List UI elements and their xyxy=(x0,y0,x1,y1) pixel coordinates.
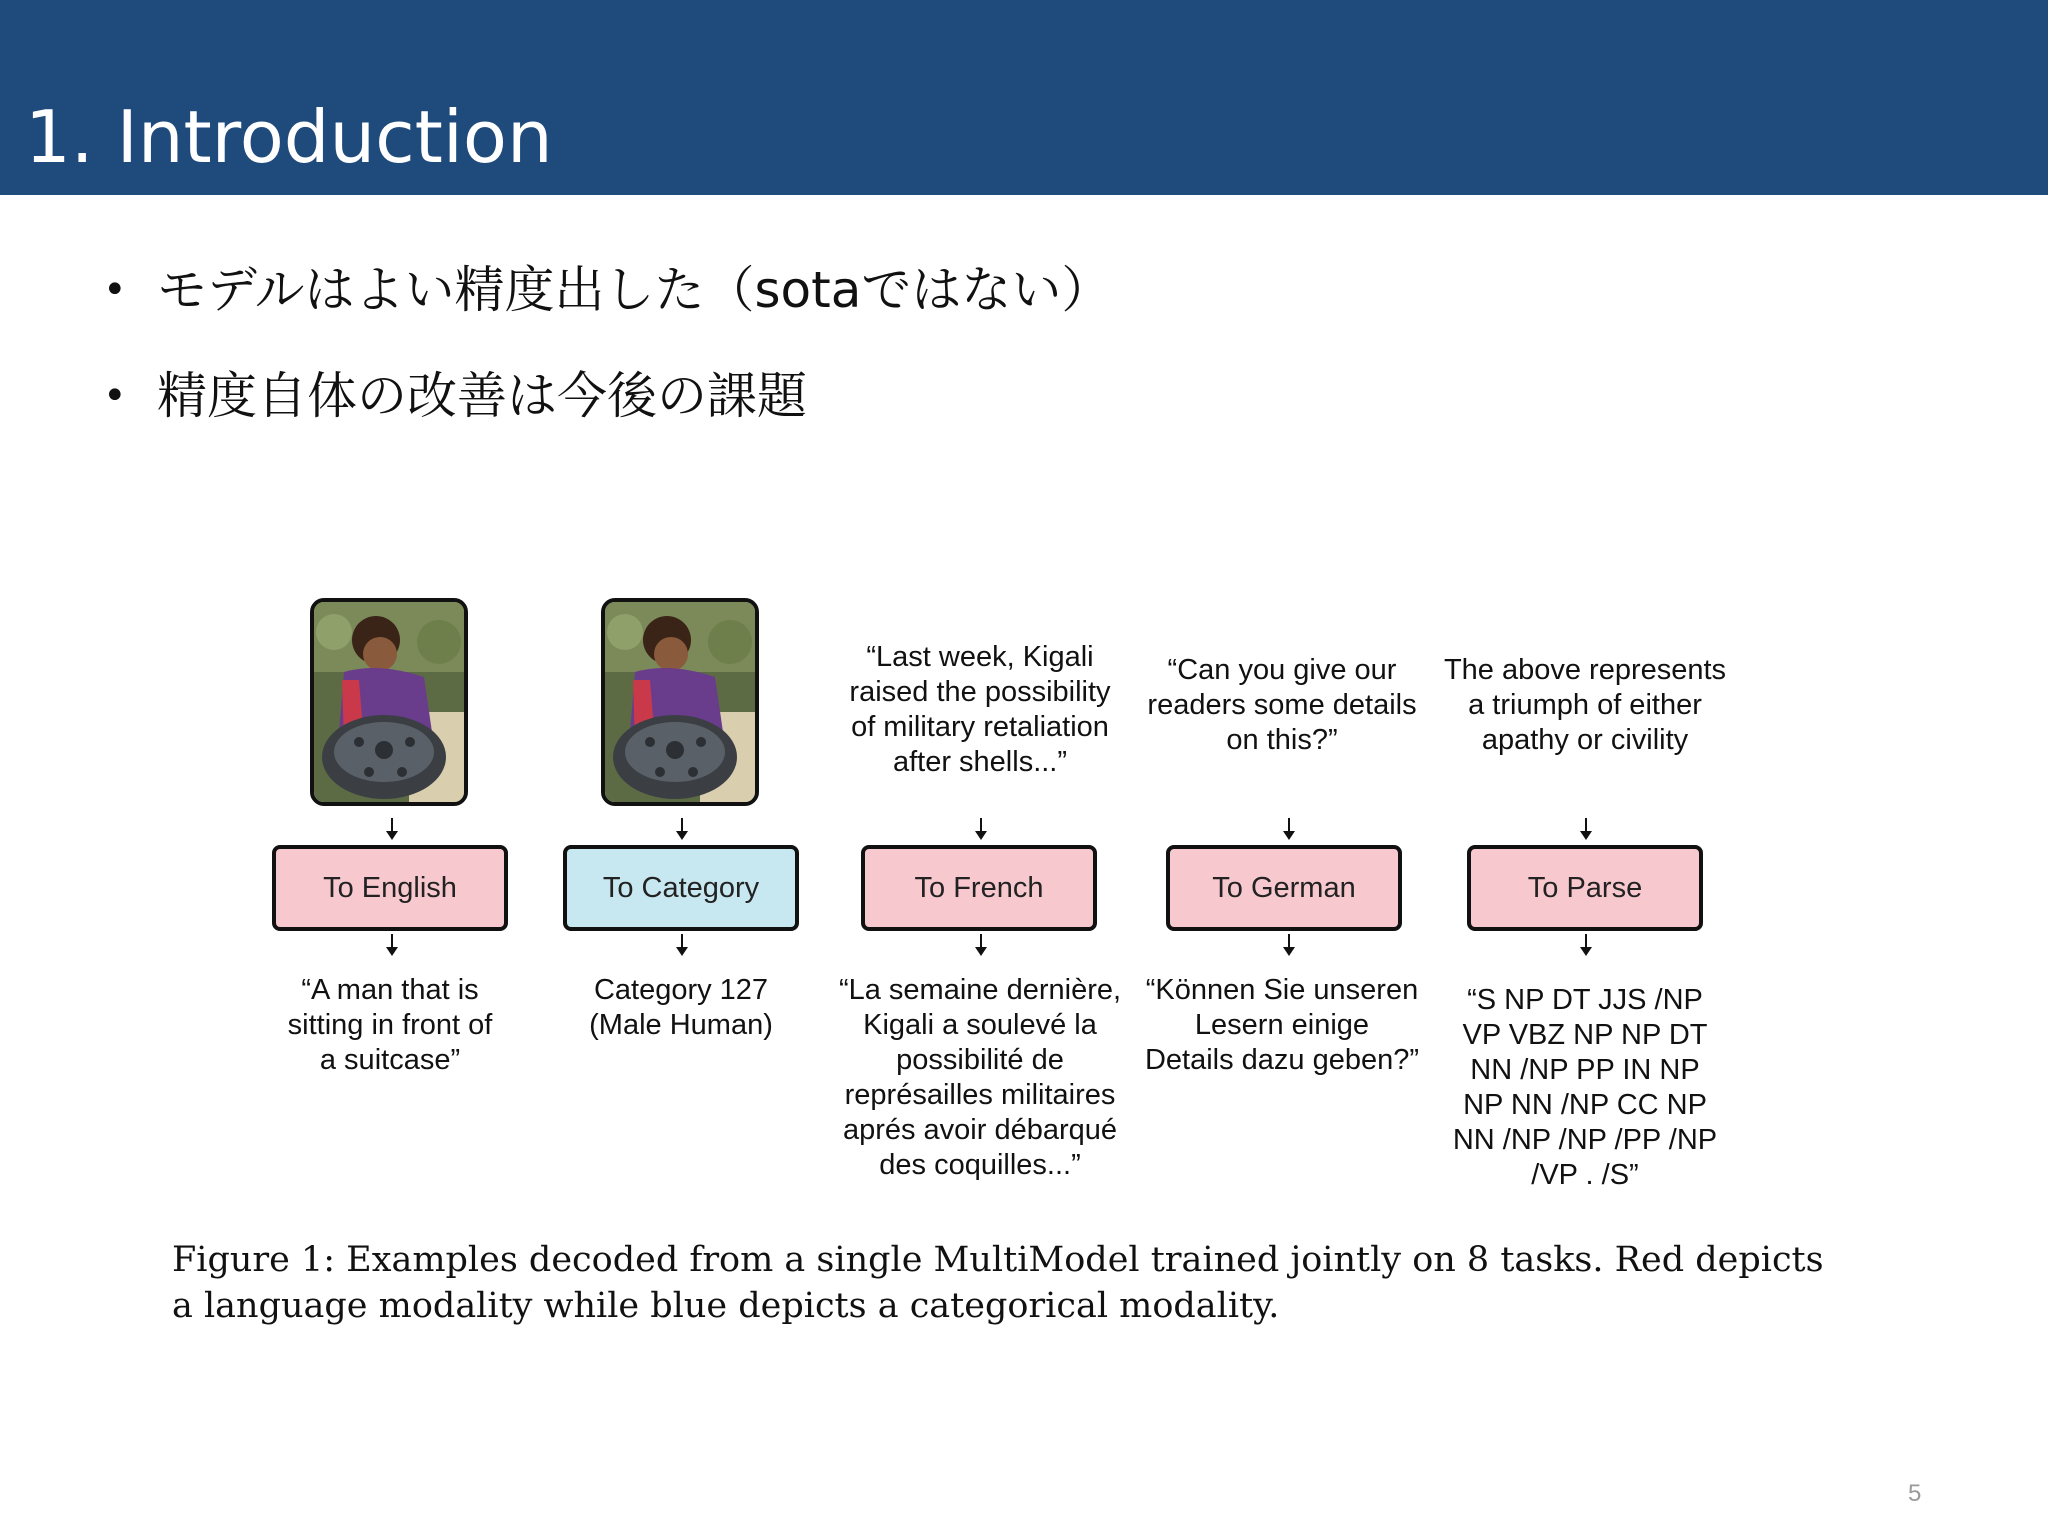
input-line: after shells...” xyxy=(892,746,1068,778)
bullet-list xyxy=(95,255,1111,467)
bullet-dot-icon: • xyxy=(103,267,127,313)
input-line: “Last week, Kigali xyxy=(866,641,1094,673)
input-text xyxy=(1122,653,1442,758)
man-playing-handpan-photo xyxy=(605,602,755,802)
input-photo xyxy=(310,598,468,806)
arrow-down-icon xyxy=(980,934,982,954)
input-line: “Can you give our xyxy=(1167,654,1397,686)
output-text xyxy=(1122,973,1442,1078)
output-line: sitting in front of xyxy=(287,1009,493,1041)
output-line: NP NN /NP CC NP xyxy=(1463,1089,1707,1121)
arrow-down-icon xyxy=(391,818,393,838)
input-line: readers some details xyxy=(1147,689,1417,721)
arrow-down-icon xyxy=(1288,818,1290,838)
output-text xyxy=(820,973,1140,1183)
task-box-to-category: To Category xyxy=(563,845,799,931)
slide-title: 1. Introduction xyxy=(25,95,553,179)
output-line: Category 127 xyxy=(593,974,769,1006)
bullet-item xyxy=(95,255,1111,325)
output-line: “La semaine dernière, xyxy=(838,974,1122,1006)
bullet-text: モデルはよい精度出した（sotaではない） xyxy=(157,261,1112,319)
arrow-down-icon xyxy=(980,818,982,838)
output-line: NN /NP /NP /PP /NP xyxy=(1452,1124,1718,1156)
arrow-down-icon xyxy=(1585,818,1587,838)
output-line: /VP . /S” xyxy=(1531,1159,1639,1191)
task-box-to-parse: To Parse xyxy=(1467,845,1703,931)
output-line: NN /NP PP IN NP xyxy=(1470,1054,1700,1086)
output-line: “S NP DT JJS /NP xyxy=(1467,984,1703,1016)
output-line: des coquilles...” xyxy=(879,1149,1081,1181)
bullet-dot-icon: • xyxy=(103,373,127,419)
output-line: a suitcase” xyxy=(319,1044,461,1076)
output-line: possibilité de xyxy=(896,1044,1064,1076)
output-line: VP VBZ NP NP DT xyxy=(1462,1019,1708,1051)
input-text xyxy=(820,640,1140,780)
arrow-down-icon xyxy=(681,934,683,954)
input-line: raised the possibility xyxy=(849,676,1111,708)
input-line: The above represents xyxy=(1443,654,1727,686)
output-text xyxy=(541,973,821,1043)
bullet-item xyxy=(95,361,1111,431)
output-line: aprés avoir débarqué xyxy=(842,1114,1118,1146)
slide-header xyxy=(0,0,2048,195)
man-playing-handpan-photo xyxy=(314,602,464,802)
arrow-down-icon xyxy=(1288,934,1290,954)
output-text xyxy=(250,973,530,1078)
figure-caption: Figure 1: Examples decoded from a single MultiModel trained jointly on 8 tasks. Red depicts a language modality while blue depicts a categorical modality. xyxy=(172,1240,1824,1326)
output-line: Details dazu geben?” xyxy=(1144,1044,1420,1076)
output-line: “Können Sie unseren xyxy=(1145,974,1419,1006)
output-text xyxy=(1425,983,1745,1193)
page-number: 5 xyxy=(1908,1480,1922,1507)
output-line: Lesern einige xyxy=(1194,1009,1370,1041)
arrow-down-icon xyxy=(391,934,393,954)
task-box-to-german: To German xyxy=(1166,845,1402,931)
task-box-to-english: To English xyxy=(272,845,508,931)
input-line: on this?” xyxy=(1226,724,1338,756)
output-line: représailles militaires xyxy=(844,1079,1116,1111)
bullet-text: 精度自体の改善は今後の課題 xyxy=(157,367,807,425)
output-line: Kigali a soulevé la xyxy=(863,1009,1097,1041)
output-line: “A man that is xyxy=(301,974,479,1006)
input-photo xyxy=(601,598,759,806)
arrow-down-icon xyxy=(1585,934,1587,954)
input-text xyxy=(1425,653,1745,758)
input-line: apathy or civility xyxy=(1481,724,1689,756)
arrow-down-icon xyxy=(681,818,683,838)
output-line: (Male Human) xyxy=(589,1009,773,1041)
task-box-to-french: To French xyxy=(861,845,1097,931)
input-line: of military retaliation xyxy=(851,711,1109,743)
input-line: a triumph of either xyxy=(1468,689,1702,721)
